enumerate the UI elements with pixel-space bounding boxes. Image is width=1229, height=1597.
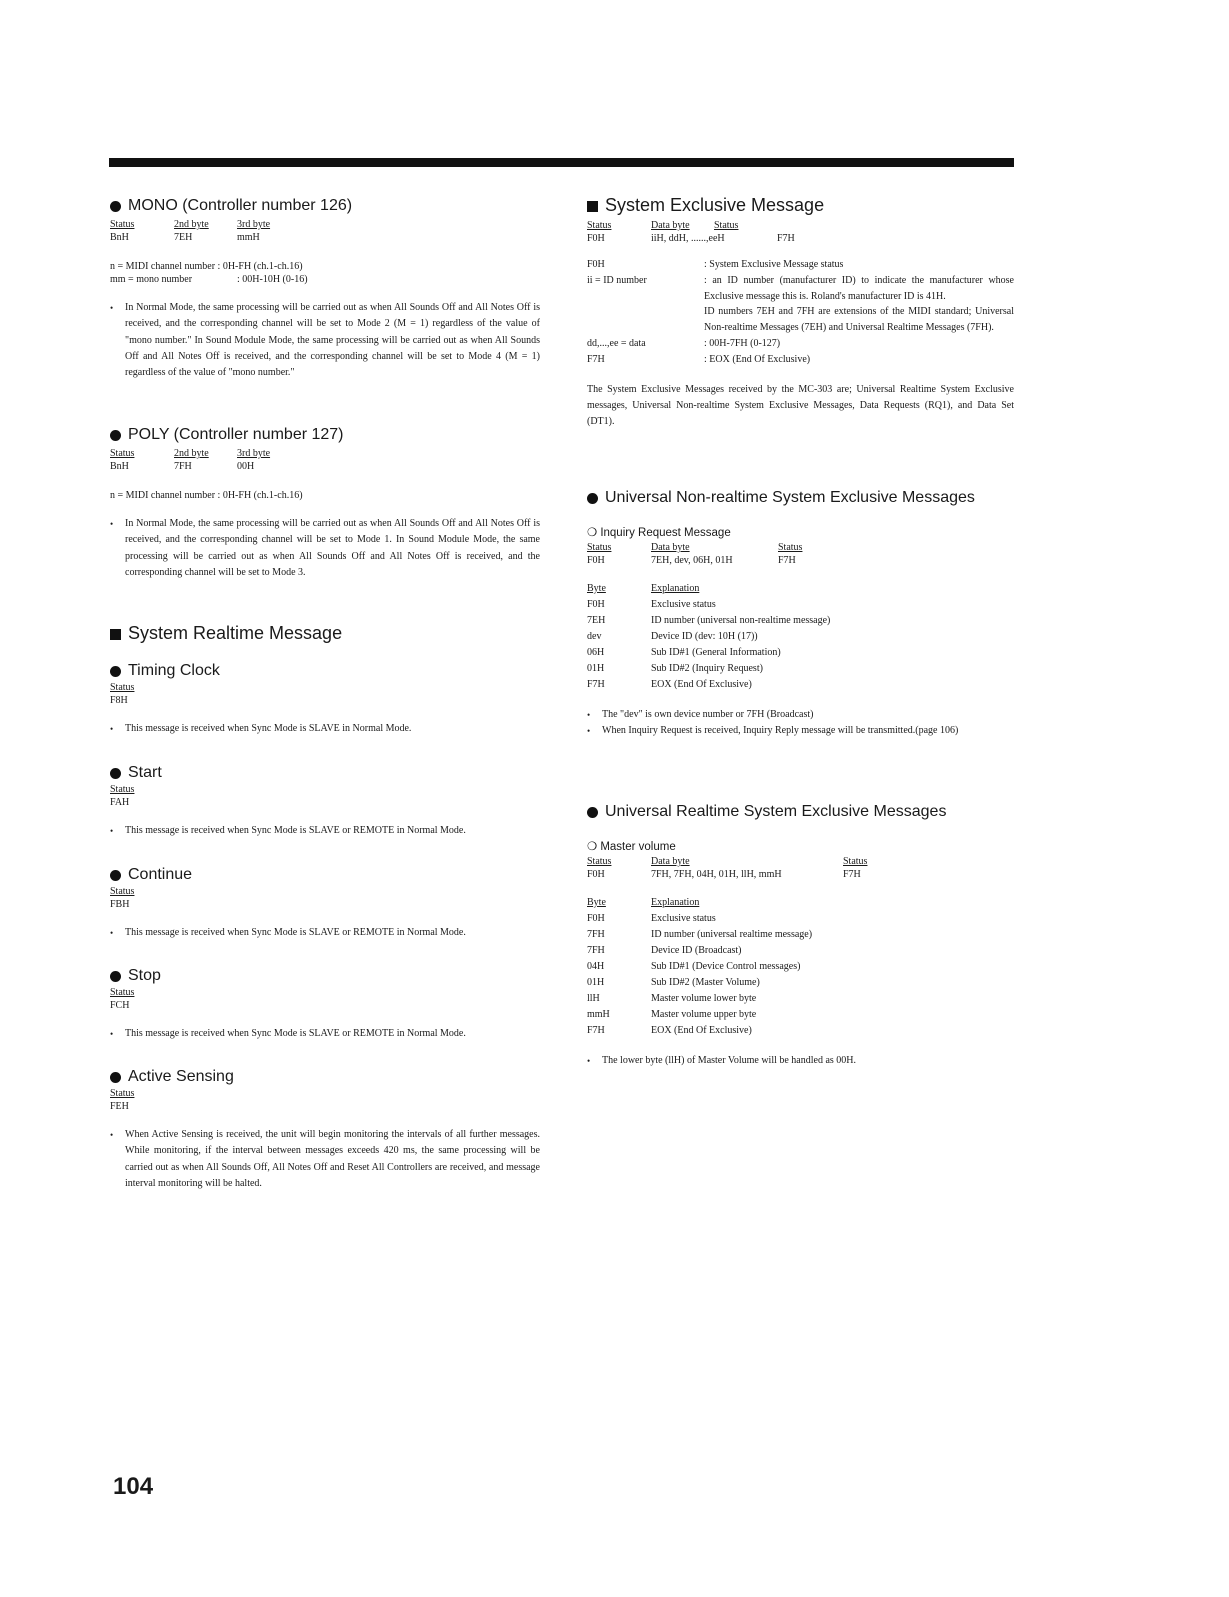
table-row: llH Master volume lower byte [587, 993, 757, 1004]
col-status: Status [587, 856, 612, 867]
status-label: Status [110, 987, 135, 998]
col-explanation: Explanation [651, 583, 700, 594]
table-row: 04H Sub ID#1 (Device Control messages) [587, 961, 801, 972]
nonrealtime-note: • The "dev" is own device number or 7FH (Broadcast) [587, 709, 814, 720]
table-row: 01H Sub ID#2 (Master Volume) [587, 977, 760, 988]
page-number: 104 [113, 1473, 154, 1500]
bullet-dot-icon [110, 870, 121, 881]
val-status: F0H [587, 233, 605, 244]
inquiry-byte-table [587, 581, 1014, 693]
bullet-dot-icon [110, 768, 121, 779]
table-row: 01H Sub ID#2 (Inquiry Request) [587, 663, 763, 674]
sysex-heading: System Exclusive Message [587, 194, 1014, 216]
status-label: Status [110, 1088, 135, 1099]
col-status-end: Status [714, 220, 739, 231]
bullet-dot-icon [587, 493, 598, 504]
poly-note: • In Normal Mode, the same processing will be carried out as when All Sounds Off and All Notes Off is received, and the corresponding channel will be set to Mode 1. In Sound Module Mode, the same processing will be carried out as when All Sounds Off and All Notes Off is received, and the corresponding channel will be set to Mode 3. [110, 518, 540, 578]
col-status: Status [110, 448, 135, 459]
timing-clock-heading: Timing Clock [110, 661, 540, 681]
def-desc: : EOX (End Of Exclusive) [704, 353, 811, 365]
col-status: Status [587, 542, 612, 553]
status-label: Status [110, 886, 135, 897]
col-2nd-byte: 2nd byte [174, 448, 209, 459]
table-row: dev Device ID (dev: 10H (17)) [587, 631, 758, 642]
col-3rd-byte: 3rd byte [237, 219, 271, 230]
def-desc: : 00H-7FH (0-127) [704, 337, 781, 349]
start-section [110, 763, 540, 839]
bullet-dot-icon [110, 430, 121, 441]
active-sensing-section [110, 1067, 540, 1192]
val-status: BnH [110, 461, 129, 472]
col-2nd-byte: 2nd byte [174, 219, 209, 230]
inquiry-request-label: ❍ Inquiry Request Message [587, 527, 731, 539]
def-term: dd,...,ee = data [587, 337, 646, 349]
master-volume-label: ❍ Master volume [587, 841, 676, 853]
val-status: F0H [587, 555, 605, 566]
def-desc: ID numbers 7EH and 7FH are extensions of the MIDI standard; Universal Non-realtime Messages (7EH) and Universal Realtime Messages (7FH). [704, 306, 1014, 334]
col-data-byte: Data byte [651, 542, 690, 553]
table-row: 7FH ID number (universal realtime message) [587, 929, 813, 940]
mono-note: • In Normal Mode, the same processing will be carried out as when All Sounds Off and All Notes Off is received, and the corresponding channel will be set to Mode 2 (M = 1) regardless of the value of "mono number." In Sound Module Mode, the same processing will be carried out as when All Sounds Off and All Notes Off is received, and the corresponding channel will be set to Mode 4 (M = 1) regardless of the value of "mono number." [110, 302, 540, 379]
timing-clock-note: • This message is received when Sync Mode is SLAVE in Normal Mode. [110, 723, 412, 734]
status-label: Status [110, 682, 135, 693]
val-status-end: F7H [778, 555, 796, 566]
val-2nd-byte: 7EH [174, 232, 193, 243]
sysex-definitions [587, 257, 1014, 368]
def-term: ii = ID number [587, 274, 647, 286]
col-byte: Byte [587, 583, 606, 594]
stop-note: • This message is received when Sync Mode is SLAVE or REMOTE in Normal Mode. [110, 1028, 466, 1039]
nonrealtime-note: • When Inquiry Request is received, Inquiry Reply message will be transmitted.(page 106) [587, 725, 959, 737]
val-status: F0H [587, 869, 605, 880]
continue-section [110, 865, 540, 941]
mono-def-n: n = MIDI channel number : 0H-FH (ch.1-ch.16) [110, 261, 303, 272]
status-value: FCH [110, 1000, 130, 1011]
bullet-dot-icon [110, 666, 121, 677]
timing-clock-section [110, 661, 540, 737]
col-data-byte: Data byte [651, 220, 690, 231]
val-status-end: F7H [843, 869, 861, 880]
val-data-byte: iiH, ddH, ......,eeH [651, 233, 725, 244]
mono-section [110, 196, 540, 381]
col-3rd-byte: 3rd byte [237, 448, 271, 459]
val-data-byte: 7EH, dev, 06H, 01H [651, 555, 733, 566]
status-label: Status [110, 784, 135, 795]
val-data-byte: 7FH, 7FH, 04H, 01H, llH, mmH [651, 869, 782, 880]
table-row: mmH Master volume upper byte [587, 1009, 757, 1020]
status-value: FEH [110, 1101, 129, 1112]
table-row: 7EH ID number (universal non-realtime message) [587, 615, 831, 626]
col-status: Status [587, 220, 612, 231]
table-row: F7H EOX (End Of Exclusive) [587, 679, 752, 690]
status-value: FAH [110, 797, 130, 808]
realtime-sysex-note: • The lower byte (llH) of Master Volume will be handled as 00H. [587, 1055, 857, 1066]
def-desc: : an ID number (manufacturer ID) to indicate the manufacturer whose Exclusive message this is. Roland's manufacturer ID is 41H. [704, 274, 1014, 302]
circle-marker-icon: ❍ [587, 841, 598, 853]
system-realtime-heading: System Realtime Message [110, 622, 342, 644]
circle-marker-icon: ❍ [587, 527, 598, 539]
val-2nd-byte: 7FH [174, 461, 192, 472]
square-bullet-icon [110, 629, 121, 640]
col-data-byte: Data byte [651, 856, 690, 867]
col-explanation: Explanation [651, 897, 700, 908]
nonrealtime-heading: Universal Non-realtime System Exclusive Messages [587, 488, 1014, 508]
square-bullet-icon [587, 201, 598, 212]
sysex-paragraph: The System Exclusive Messages received by the MC-303 are; Universal Realtime System Exclusive messages, Universal Non-realtime System Exclusive Messages, Data Requests (RQ1), and Data Set (DT1). [587, 383, 1014, 427]
stop-heading: Stop [110, 966, 540, 986]
start-note: • This message is received when Sync Mode is SLAVE or REMOTE in Normal Mode. [110, 825, 466, 836]
master-volume-byte-table [587, 895, 1014, 1039]
table-row: F0H Exclusive status [587, 599, 716, 610]
poly-section [110, 425, 540, 581]
mono-def-mm-label: mm = mono number [110, 274, 193, 285]
table-row: F7H EOX (End Of Exclusive) [587, 1025, 752, 1036]
status-value: FBH [110, 899, 130, 910]
val-3rd-byte: 00H [237, 461, 255, 472]
nonrealtime-section [587, 488, 1014, 740]
stop-section [110, 966, 540, 1042]
status-value: F8H [110, 695, 128, 706]
def-term: F7H [587, 353, 605, 365]
sysex-section [587, 194, 1014, 430]
def-desc: : System Exclusive Message status [704, 259, 844, 270]
realtime-sysex-heading: Universal Realtime System Exclusive Messages [587, 802, 1014, 822]
bullet-dot-icon [110, 971, 121, 982]
table-row: 7FH Device ID (Broadcast) [587, 945, 742, 956]
col-status-end: Status [843, 856, 868, 867]
col-byte: Byte [587, 897, 606, 908]
col-status-end: Status [778, 542, 803, 553]
mono-heading: MONO (Controller number 126) [110, 196, 540, 216]
val-status: BnH [110, 232, 129, 243]
poly-def-n: n = MIDI channel number : 0H-FH (ch.1-ch.16) [110, 490, 303, 501]
val-3rd-byte: mmH [237, 232, 260, 243]
top-rule [109, 158, 1014, 167]
col-status: Status [110, 219, 135, 230]
continue-note: • This message is received when Sync Mode is SLAVE or REMOTE in Normal Mode. [110, 927, 466, 938]
table-row: 06H Sub ID#1 (General Information) [587, 647, 781, 658]
start-heading: Start [110, 763, 540, 783]
active-sensing-note: • When Active Sensing is received, the unit will begin monitoring the intervals of all further messages. While monitoring, if the interval between messages exceeds 420 ms, the same processing will be carried out as when All Sounds Off, All Notes Off and Reset All Controllers are received, and message interval monitoring will be halted. [110, 1129, 540, 1189]
bullet-dot-icon [110, 1072, 121, 1083]
table-row: F0H Exclusive status [587, 913, 716, 924]
continue-heading: Continue [110, 865, 540, 885]
poly-heading: POLY (Controller number 127) [110, 425, 540, 445]
bullet-dot-icon [587, 807, 598, 818]
active-sensing-heading: Active Sensing [110, 1067, 540, 1087]
mono-def-mm-value: : 00H-10H (0-16) [237, 274, 308, 285]
val-status-end: F7H [777, 233, 795, 244]
bullet-dot-icon [110, 201, 121, 212]
def-term: F0H [587, 259, 605, 270]
realtime-sysex-section [587, 802, 1014, 1069]
def-term [587, 304, 704, 336]
